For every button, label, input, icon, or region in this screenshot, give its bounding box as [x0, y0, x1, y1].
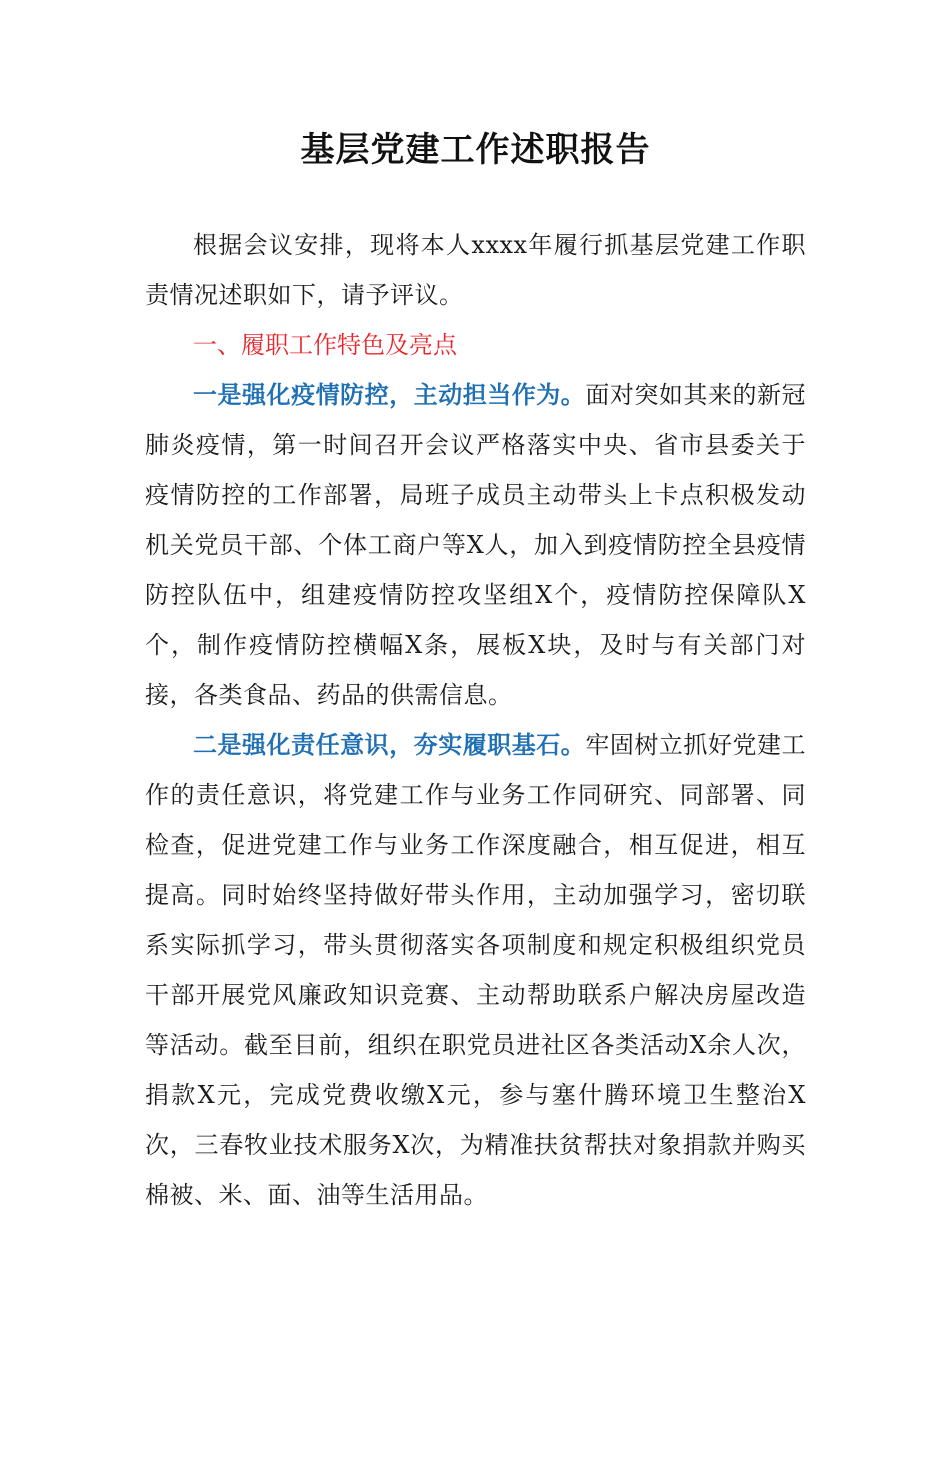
document-title: 基层党建工作述职报告 — [300, 130, 651, 170]
document-page — [0, 128, 950, 1472]
point-text-1: 面对突如其来的新冠肺炎疫情，第一时间召开会议严格落实中央、省市县委关于疫情防控的工作部署，局班子成员主动带头上卡点积极发动机关党员干部、个体工商户等X人，加入到疫情防控全县疫情防控队伍中，组建疫情防控攻坚组X个，疫情防控保障队X个，制作疫情防控横幅X条，展板X块，及时与有关部门对接，各类食品、药品的供需信息。 — [145, 381, 807, 709]
section-heading: 一、履职工作特色及亮点 — [193, 331, 457, 359]
document-body — [145, 220, 806, 1220]
point-paragraph-2 — [145, 720, 806, 1220]
point-paragraph-1 — [145, 370, 806, 720]
point-text-2: 牢固树立抓好党建工作的责任意识，将党建工作与业务工作同研究、同部署、同检查，促进党建工作与业务工作深度融合，相互促进，相互提高。同时始终坚持做好带头作用，主动加强学习，密切联系实际抓学习，带头贯彻落实各项制度和规定积极组织党员干部开展党风廉政知识竞赛、主动帮助联系户解决房屋改造等活动。截至目前，组织在职党员进社区各类活动X余人次，捐款X元，完成党费收缴X元，参与塞什腾环境卫生整治X次，三春牧业技术服务X次，为精准扶贫帮扶对象捐款并购买棉被、米、面、油等生活用品。 — [145, 731, 807, 1209]
point-lead-1: 一是强化疫情防控，主动担当作为。 — [193, 381, 586, 409]
intro-paragraph: 根据会议安排，现将本人xxxx年履行抓基层党建工作职责情况述职如下，请予评议。 — [145, 231, 806, 309]
point-lead-2: 二是强化责任意识，夯实履职基石。 — [193, 731, 586, 759]
